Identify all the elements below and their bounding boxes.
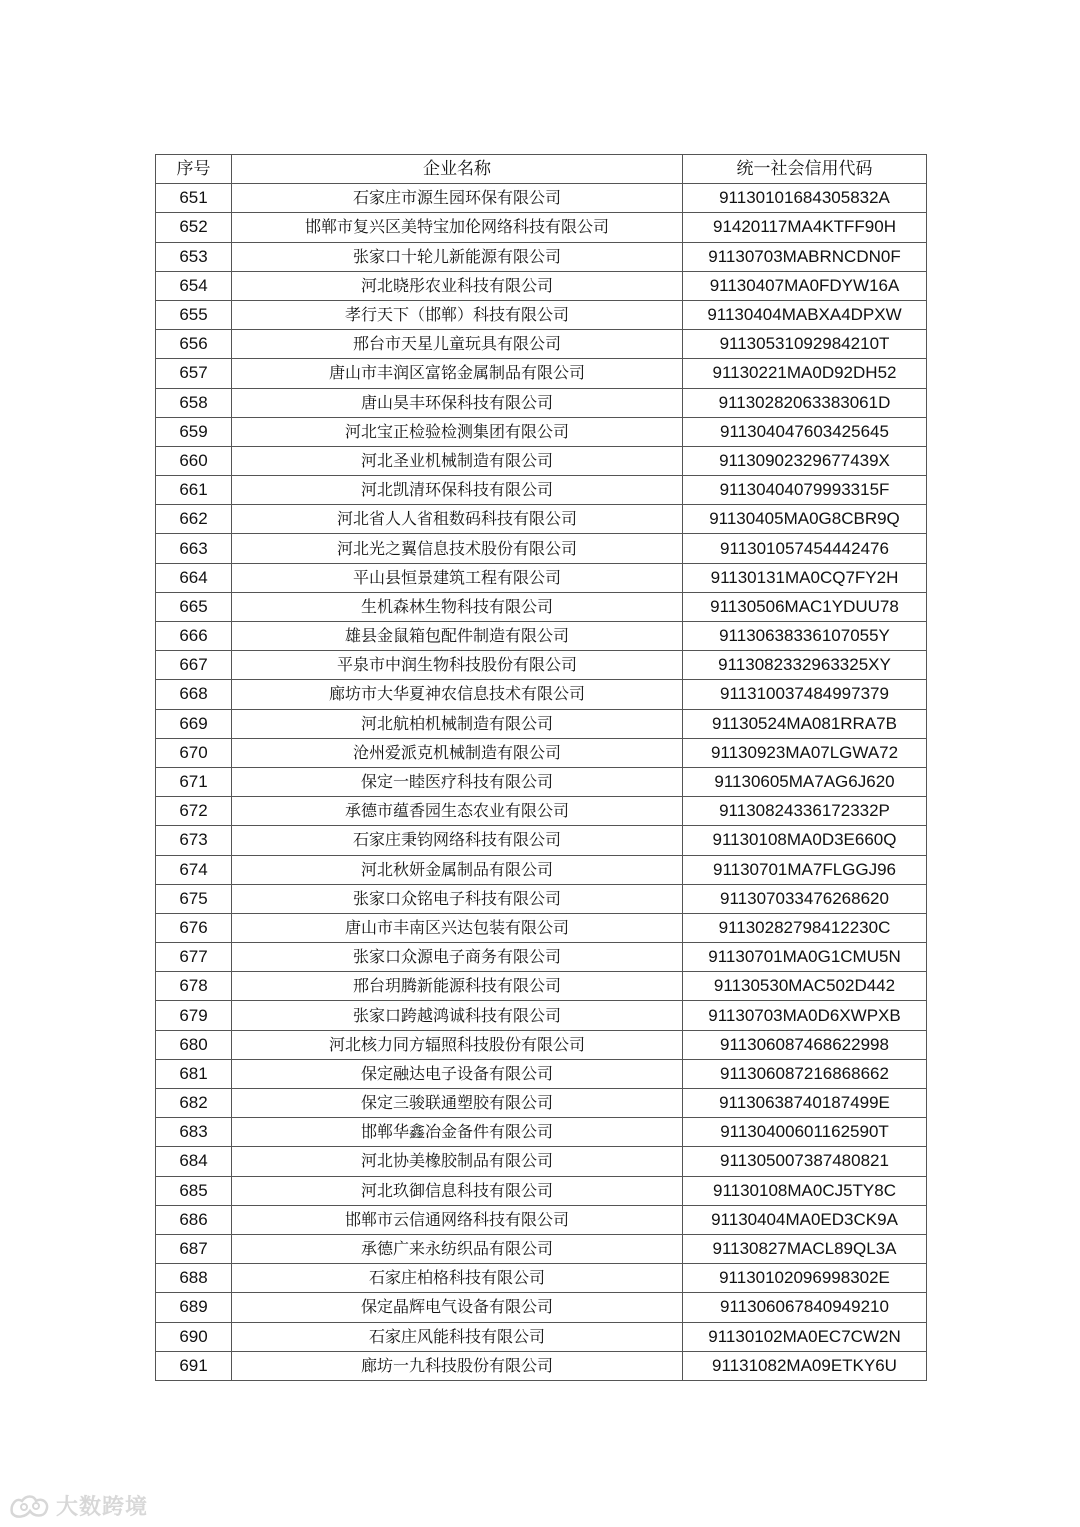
cell-company-name: 河北宝正检验检测集团有限公司 — [232, 417, 683, 446]
cell-credit-code: 91130506MAC1YDUU78 — [683, 592, 927, 621]
cell-company-name: 生机森林生物科技有限公司 — [232, 592, 683, 621]
table-row — [156, 913, 927, 942]
table-row — [156, 884, 927, 913]
table-row — [156, 1205, 927, 1234]
header-seq: 序号 — [156, 155, 232, 184]
cell-credit-code: 91130102096998302E — [683, 1264, 927, 1293]
cell-company-name: 石家庄秉钧网络科技有限公司 — [232, 826, 683, 855]
table-row — [156, 300, 927, 329]
table-row — [156, 826, 927, 855]
table-row — [156, 1351, 927, 1380]
table-row — [156, 651, 927, 680]
table-row — [156, 271, 927, 300]
cell-company-name: 保定一睦医疗科技有限公司 — [232, 767, 683, 796]
cell-seq: 660 — [156, 446, 232, 475]
cell-company-name: 雄县金鼠箱包配件制造有限公司 — [232, 622, 683, 651]
cell-credit-code: 91130638740187499E — [683, 1089, 927, 1118]
cell-credit-code: 91130282063383061D — [683, 388, 927, 417]
table-row — [156, 359, 927, 388]
cell-credit-code: 911307033476268620 — [683, 884, 927, 913]
cell-credit-code: 911305310929842​10T — [683, 330, 927, 359]
cell-credit-code: 91130404MA0ED3CK9A — [683, 1205, 927, 1234]
cell-credit-code: 911301057454442476 — [683, 534, 927, 563]
cell-seq: 669 — [156, 709, 232, 738]
cell-seq: 655 — [156, 300, 232, 329]
cell-seq: 681 — [156, 1059, 232, 1088]
cell-seq: 680 — [156, 1030, 232, 1059]
cell-company-name: 石家庄柏格科技有限公司 — [232, 1264, 683, 1293]
cell-credit-code: 91130405MA0G8CBR9Q — [683, 505, 927, 534]
cell-seq: 686 — [156, 1205, 232, 1234]
cell-company-name: 河北凯清环保科技有限公司 — [232, 476, 683, 505]
cell-company-name: 河北核力同方辐照科技股份有限公司 — [232, 1030, 683, 1059]
table-row — [156, 505, 927, 534]
table-row — [156, 476, 927, 505]
cell-credit-code: 91130605MA7AG6J620 — [683, 767, 927, 796]
cell-seq: 658 — [156, 388, 232, 417]
cell-company-name: 唐山昊丰环保科技有限公司 — [232, 388, 683, 417]
cell-seq: 674 — [156, 855, 232, 884]
cell-seq: 666 — [156, 622, 232, 651]
cell-seq: 651 — [156, 184, 232, 213]
cell-seq: 684 — [156, 1147, 232, 1176]
cell-seq: 679 — [156, 1001, 232, 1030]
cell-seq: 662 — [156, 505, 232, 534]
cell-seq: 652 — [156, 213, 232, 242]
cell-credit-code: 91130108MA0CJ5TY8C — [683, 1176, 927, 1205]
table-row — [156, 563, 927, 592]
cell-credit-code: 91130824336172332P — [683, 797, 927, 826]
cell-company-name: 张家口跨越鸿诚科技有限公司 — [232, 1001, 683, 1030]
table-row — [156, 592, 927, 621]
table-row — [156, 1322, 927, 1351]
cell-company-name: 邢台市天星儿童玩具有限公司 — [232, 330, 683, 359]
cell-seq: 688 — [156, 1264, 232, 1293]
table-row — [156, 1176, 927, 1205]
table-row — [156, 680, 927, 709]
cell-seq: 676 — [156, 913, 232, 942]
cell-credit-code: 91130703MA0D6XWPXB — [683, 1001, 927, 1030]
cell-company-name: 沧州爱派克机械制造有限公司 — [232, 738, 683, 767]
cell-seq: 668 — [156, 680, 232, 709]
table-row — [156, 1234, 927, 1263]
table-row — [156, 972, 927, 1001]
cell-company-name: 廊坊一九科技股份有限公司 — [232, 1351, 683, 1380]
cell-credit-code: 91130101684305832A — [683, 184, 927, 213]
cell-credit-code: 91131082MA09ETKY6U — [683, 1351, 927, 1380]
cell-company-name: 保定晶辉电气设备有限公司 — [232, 1293, 683, 1322]
cell-credit-code: 91130108MA0D3E660Q — [683, 826, 927, 855]
table-row — [156, 534, 927, 563]
table-row — [156, 184, 927, 213]
cell-company-name: 河北省人人省租数码科技有限公司 — [232, 505, 683, 534]
cell-seq: 657 — [156, 359, 232, 388]
cell-seq: 683 — [156, 1118, 232, 1147]
cell-company-name: 石家庄市源生园环保有限公司 — [232, 184, 683, 213]
cell-credit-code: 911304047603425645 — [683, 417, 927, 446]
cell-company-name: 邢台玥腾新能源科技有限公司 — [232, 972, 683, 1001]
cell-seq: 663 — [156, 534, 232, 563]
cell-credit-code: 91130131MA0CQ7FY2H — [683, 563, 927, 592]
cell-credit-code: 91130282798412230C — [683, 913, 927, 942]
cell-company-name: 河北光之翼信息技术股份有限公司 — [232, 534, 683, 563]
cell-company-name: 邯郸市复兴区美特宝加伦网络科技有限公司 — [232, 213, 683, 242]
cell-company-name: 平泉市中润生物科技股份有限公司 — [232, 651, 683, 680]
cell-seq: 665 — [156, 592, 232, 621]
table-row — [156, 767, 927, 796]
cell-seq: 654 — [156, 271, 232, 300]
cell-seq: 673 — [156, 826, 232, 855]
cell-credit-code: 911306067840949210 — [683, 1293, 927, 1322]
cell-seq: 691 — [156, 1351, 232, 1380]
cell-seq: 656 — [156, 330, 232, 359]
cell-seq: 667 — [156, 651, 232, 680]
cell-company-name: 孝行天下（邯郸）科技有限公司 — [232, 300, 683, 329]
cell-seq: 659 — [156, 417, 232, 446]
cell-seq: 661 — [156, 476, 232, 505]
table-row — [156, 622, 927, 651]
header-company-name: 企业名称 — [232, 155, 683, 184]
cell-credit-code: 91130923MA07LGWA72 — [683, 738, 927, 767]
watermark-text: 大数跨境 — [56, 1495, 149, 1520]
cell-seq: 671 — [156, 767, 232, 796]
cell-credit-code: 91130400601162590T — [683, 1118, 927, 1147]
cell-credit-code: 91130407MA0FDYW16A — [683, 271, 927, 300]
cell-credit-code: 911306087216868662 — [683, 1059, 927, 1088]
cell-seq: 685 — [156, 1176, 232, 1205]
cell-credit-code: 911306087468622998 — [683, 1030, 927, 1059]
brand-logo-icon — [8, 1493, 52, 1519]
cell-seq: 670 — [156, 738, 232, 767]
enterprise-table — [155, 154, 927, 1381]
cell-company-name: 河北航柏机械制造有限公司 — [232, 709, 683, 738]
cell-credit-code: 9113082332963325XY — [683, 651, 927, 680]
cell-credit-code: 91130703MABRNCDN0F — [683, 242, 927, 271]
cell-company-name: 石家庄风能科技有限公司 — [232, 1322, 683, 1351]
cell-seq: 689 — [156, 1293, 232, 1322]
cell-company-name: 张家口众铭电子科技有限公司 — [232, 884, 683, 913]
table-row — [156, 1147, 927, 1176]
cell-credit-code: 91130827MACL89QL3A — [683, 1234, 927, 1263]
cell-company-name: 邯郸华鑫冶金备件有限公司 — [232, 1118, 683, 1147]
table-row — [156, 738, 927, 767]
cell-credit-code: 91130701MA7FLGGJ96 — [683, 855, 927, 884]
cell-company-name: 保定三骏联通塑胶有限公司 — [232, 1089, 683, 1118]
table-row — [156, 1118, 927, 1147]
cell-company-name: 张家口十轮儿新能源有限公司 — [232, 242, 683, 271]
cell-company-name: 平山县恒景建筑工程有限公司 — [232, 563, 683, 592]
cell-credit-code: 91130524MA081RRA7B — [683, 709, 927, 738]
cell-credit-code: 91130638336107055Y — [683, 622, 927, 651]
table-row — [156, 1030, 927, 1059]
cell-seq: 664 — [156, 563, 232, 592]
table-row — [156, 1059, 927, 1088]
cell-company-name: 河北协美橡胶制品有限公司 — [232, 1147, 683, 1176]
cell-seq: 678 — [156, 972, 232, 1001]
cell-company-name: 唐山市丰润区富铭金属制品有限公司 — [232, 359, 683, 388]
cell-company-name: 河北晓彤农业科技有限公司 — [232, 271, 683, 300]
cell-credit-code: 91130404079993315F — [683, 476, 927, 505]
cell-credit-code: 91130701MA0G1CMU5N — [683, 943, 927, 972]
cell-credit-code: 91130221MA0D92DH52 — [683, 359, 927, 388]
cell-credit-code: 91130902329677439X — [683, 446, 927, 475]
cell-credit-code: 91130530MAC502D442 — [683, 972, 927, 1001]
table-row — [156, 855, 927, 884]
table-row — [156, 1001, 927, 1030]
cell-company-name: 河北圣业机械制造有限公司 — [232, 446, 683, 475]
cell-seq: 690 — [156, 1322, 232, 1351]
table-row — [156, 213, 927, 242]
table-row — [156, 417, 927, 446]
cell-company-name: 承德市蕴香园生态农业有限公司 — [232, 797, 683, 826]
table-row — [156, 330, 927, 359]
cell-seq: 675 — [156, 884, 232, 913]
table-row — [156, 446, 927, 475]
cell-company-name: 邯郸市云信通网络科技有限公司 — [232, 1205, 683, 1234]
cell-credit-code: 91130102MA0EC7CW2N — [683, 1322, 927, 1351]
table-row — [156, 242, 927, 271]
cell-credit-code: 91420117MA4KTFF90H — [683, 213, 927, 242]
cell-seq: 653 — [156, 242, 232, 271]
table-row — [156, 1089, 927, 1118]
table-header-row — [156, 155, 927, 184]
cell-company-name: 张家口众源电子商务有限公司 — [232, 943, 683, 972]
cell-seq: 682 — [156, 1089, 232, 1118]
table-body — [156, 184, 927, 1381]
cell-credit-code: 911305007387480821 — [683, 1147, 927, 1176]
cell-company-name: 廊坊市大华夏神农信息技术有限公司 — [232, 680, 683, 709]
header-credit-code: 统一社会信用代码 — [683, 155, 927, 184]
cell-credit-code: 91130404MABXA4DPXW — [683, 300, 927, 329]
cell-company-name: 保定融达电子设备有限公司 — [232, 1059, 683, 1088]
cell-company-name: 唐山市丰南区兴达包装有限公司 — [232, 913, 683, 942]
table-row — [156, 943, 927, 972]
table-row — [156, 1264, 927, 1293]
cell-company-name: 承德广来永纺织品有限公司 — [232, 1234, 683, 1263]
cell-seq: 672 — [156, 797, 232, 826]
table-row — [156, 1293, 927, 1322]
cell-company-name: 河北玖御信息科技有限公司 — [232, 1176, 683, 1205]
cell-company-name: 河北秋妍金属制品有限公司 — [232, 855, 683, 884]
cell-seq: 677 — [156, 943, 232, 972]
table-row — [156, 797, 927, 826]
cell-seq: 687 — [156, 1234, 232, 1263]
cell-credit-code: 911310037484997379 — [683, 680, 927, 709]
table-row — [156, 709, 927, 738]
table-row — [156, 388, 927, 417]
watermark — [8, 1490, 148, 1521]
